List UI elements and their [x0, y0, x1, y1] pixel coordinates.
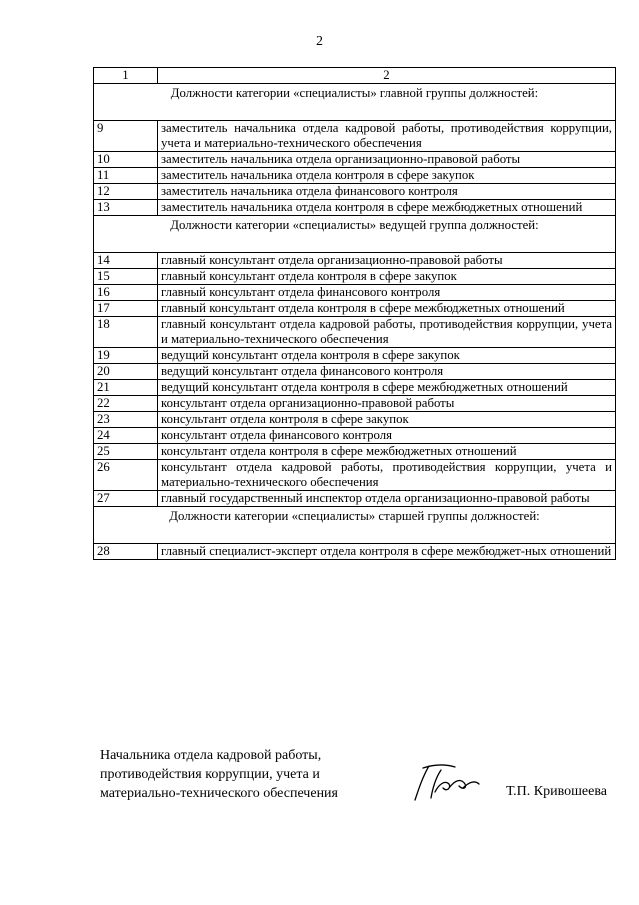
section-title: Должности категории «специалисты» ведущей группа должностей: — [94, 216, 616, 253]
position-title: главный консультант отдела кадровой работы, противодействия коррупции, учета и материально-технического обеспечения — [158, 317, 616, 348]
position-title: консультант отдела контроля в сфере межбюджетных отношений — [158, 444, 616, 460]
position-title: ведущий консультант отдела финансового контроля — [158, 364, 616, 380]
row-number: 23 — [94, 412, 158, 428]
position-line: Начальника отдела кадровой работы, — [100, 748, 322, 763]
row-number: 27 — [94, 491, 158, 507]
position-title: заместитель начальника отдела контроля в сфере межбюджетных отношений — [158, 200, 616, 216]
position-title: заместитель начальника отдела финансового контроля — [158, 184, 616, 200]
signatory-name: Т.П. Кривошеева — [506, 784, 607, 799]
position-title: главный консультант отдела контроля в сфере межбюджетных отношений — [158, 301, 616, 317]
table-row — [94, 396, 616, 412]
row-number: 20 — [94, 364, 158, 380]
table-row — [94, 168, 616, 184]
row-number: 13 — [94, 200, 158, 216]
positions-table — [93, 67, 616, 560]
table-row — [94, 200, 616, 216]
section-header-row — [94, 84, 616, 121]
row-number: 21 — [94, 380, 158, 396]
position-title: консультант отдела контроля в сфере закупок — [158, 412, 616, 428]
row-number: 12 — [94, 184, 158, 200]
table-row — [94, 544, 616, 560]
row-number: 26 — [94, 460, 158, 491]
row-number: 19 — [94, 348, 158, 364]
page-number: 2 — [316, 34, 323, 49]
table-header-row — [94, 68, 616, 84]
position-title: ведущий консультант отдела контроля в сфере закупок — [158, 348, 616, 364]
position-title: главный государственный инспектор отдела организационно-правовой работы — [158, 491, 616, 507]
row-number: 18 — [94, 317, 158, 348]
section-title: Должности категории «специалисты» главной группы должностей: — [94, 84, 616, 121]
position-line: материально-технического обеспечения — [100, 786, 338, 801]
position-title: главный специалист-эксперт отдела контроля в сфере межбюджет-ных отношений — [158, 544, 616, 560]
position-title: консультант отдела организационно-правовой работы — [158, 396, 616, 412]
position-title: главный консультант отдела контроля в сфере закупок — [158, 269, 616, 285]
row-number: 22 — [94, 396, 158, 412]
table-row — [94, 380, 616, 396]
table-row — [94, 301, 616, 317]
section-title: Должности категории «специалисты» старшей группы должностей: — [94, 507, 616, 544]
row-number: 9 — [94, 121, 158, 152]
handwritten-signature-icon — [405, 758, 485, 808]
position-title: консультант отдела финансового контроля — [158, 428, 616, 444]
position-title: ведущий консультант отдела контроля в сфере межбюджетных отношений — [158, 380, 616, 396]
position-title: заместитель начальника отдела контроля в сфере закупок — [158, 168, 616, 184]
table-row — [94, 253, 616, 269]
table-row — [94, 412, 616, 428]
row-number: 24 — [94, 428, 158, 444]
position-title: заместитель начальника отдела кадровой работы, противодействия коррупции, учета и материально-технического обеспечения — [158, 121, 616, 152]
table-row — [94, 348, 616, 364]
table-row — [94, 285, 616, 301]
table-row — [94, 428, 616, 444]
row-number: 11 — [94, 168, 158, 184]
row-number: 14 — [94, 253, 158, 269]
column-header: 2 — [158, 68, 616, 84]
table-row — [94, 364, 616, 380]
table-row — [94, 184, 616, 200]
table-row — [94, 491, 616, 507]
table-row — [94, 460, 616, 491]
position-line: противодействия коррупции, учета и — [100, 767, 320, 782]
position-title: заместитель начальника отдела организационно-правовой работы — [158, 152, 616, 168]
row-number: 17 — [94, 301, 158, 317]
column-header: 1 — [94, 68, 158, 84]
row-number: 10 — [94, 152, 158, 168]
position-title: главный консультант отдела организационно-правовой работы — [158, 253, 616, 269]
row-number: 15 — [94, 269, 158, 285]
position-title: главный консультант отдела финансового контроля — [158, 285, 616, 301]
row-number: 28 — [94, 544, 158, 560]
row-number: 16 — [94, 285, 158, 301]
section-header-row — [94, 216, 616, 253]
table-row — [94, 121, 616, 152]
signatory-position — [100, 746, 430, 803]
table-row — [94, 152, 616, 168]
position-title: консультант отдела кадровой работы, противодействия коррупции, учета и материально-технического обеспечения — [158, 460, 616, 491]
row-number: 25 — [94, 444, 158, 460]
table-row — [94, 317, 616, 348]
table-row — [94, 269, 616, 285]
table-row — [94, 444, 616, 460]
section-header-row — [94, 507, 616, 544]
